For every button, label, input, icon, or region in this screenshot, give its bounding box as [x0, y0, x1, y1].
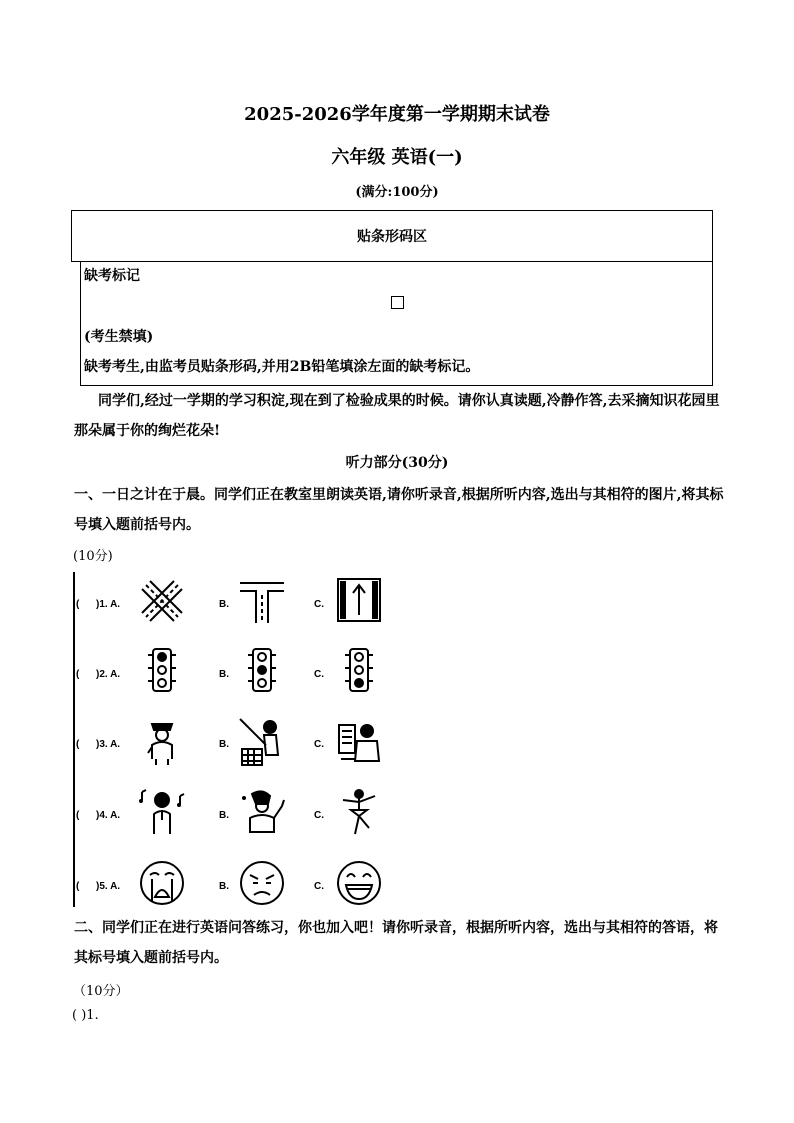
- question-number[interactable]: ( )3. A.: [76, 739, 121, 750]
- listening-heading: 听力部分(30分): [345, 455, 449, 471]
- question-row-4: [76, 786, 406, 846]
- absent-mark-box: [80, 262, 713, 386]
- page-subtitle: 六年级 英语(一): [331, 147, 463, 168]
- singer-icon: [136, 786, 188, 838]
- absent-note: (考生禁填): [84, 329, 154, 345]
- dancer-man-icon: [236, 786, 288, 838]
- section1-points: (10分): [73, 549, 113, 564]
- option-b-label: B.: [219, 599, 229, 610]
- one-way-arrow-icon: [333, 575, 385, 627]
- option-c-label: C.: [314, 669, 324, 680]
- section2-instruction: 二、同学们正在进行英语问答练习，你也加入吧！请你听录音，根据所听内容，选出与其相符的答语，将其标号填入题前括号内。: [74, 920, 718, 966]
- question-row-5: [76, 857, 406, 917]
- option-b-label: B.: [219, 881, 229, 892]
- crossroad-icon: [136, 575, 188, 627]
- question-number[interactable]: ( )4. A.: [76, 810, 121, 821]
- barcode-area: [71, 210, 713, 262]
- page-title: 2025-2026学年度第一学期期末试卷: [244, 104, 550, 125]
- total-score: (满分:100分): [355, 185, 439, 200]
- traffic-light-red-icon: [136, 645, 188, 697]
- question-row-3: [76, 715, 406, 775]
- option-c-label: C.: [314, 739, 324, 750]
- option-b-label: B.: [219, 810, 229, 821]
- option-c-label: C.: [314, 881, 324, 892]
- traffic-light-green-icon: [333, 645, 385, 697]
- question-number[interactable]: ( )1. A.: [76, 599, 121, 610]
- crying-face-icon: [136, 857, 188, 909]
- question-number[interactable]: ( )2. A.: [76, 669, 121, 680]
- absent-instruction: 缺考考生,由监考员贴条形码,并用2B铅笔填涂左面的缺考标记。: [84, 359, 480, 375]
- question-number[interactable]: ( )5. A.: [76, 881, 121, 892]
- section2-question-1[interactable]: ( )1.: [72, 1008, 99, 1023]
- question-margin-line: [73, 572, 75, 907]
- option-b-label: B.: [219, 669, 229, 680]
- laughing-face-icon: [333, 857, 385, 909]
- absent-checkbox[interactable]: [391, 296, 404, 309]
- ballet-dancer-icon: [333, 786, 385, 838]
- option-c-label: C.: [314, 599, 324, 610]
- barcode-label: 贴条形码区: [357, 229, 427, 245]
- question-row-1: [76, 575, 406, 635]
- angry-face-icon: [236, 857, 288, 909]
- t-junction-icon: [236, 575, 288, 627]
- traffic-light-yellow-icon: [236, 645, 288, 697]
- office-worker-icon: [333, 715, 385, 767]
- section1-instruction: 一、一日之计在于晨。同学们正在教室里朗读英语,请你听录音,根据所听内容,选出与其相符的图片,将其标号填入题前括号内。: [74, 487, 724, 533]
- option-c-label: C.: [314, 810, 324, 821]
- absent-mark-title: 缺考标记: [84, 268, 140, 284]
- intro-paragraph: 同学们,经过一学期的学习积淀,现在到了检验成果的时候。请你认真读题,冷静作答,去采摘知识花园里那朵属于你的绚烂花朵!: [74, 393, 720, 439]
- option-b-label: B.: [219, 739, 229, 750]
- question-row-2: [76, 645, 406, 705]
- fisherman-icon: [236, 715, 288, 767]
- police-officer-icon: [136, 715, 188, 767]
- section2-points: （10分）: [73, 984, 129, 999]
